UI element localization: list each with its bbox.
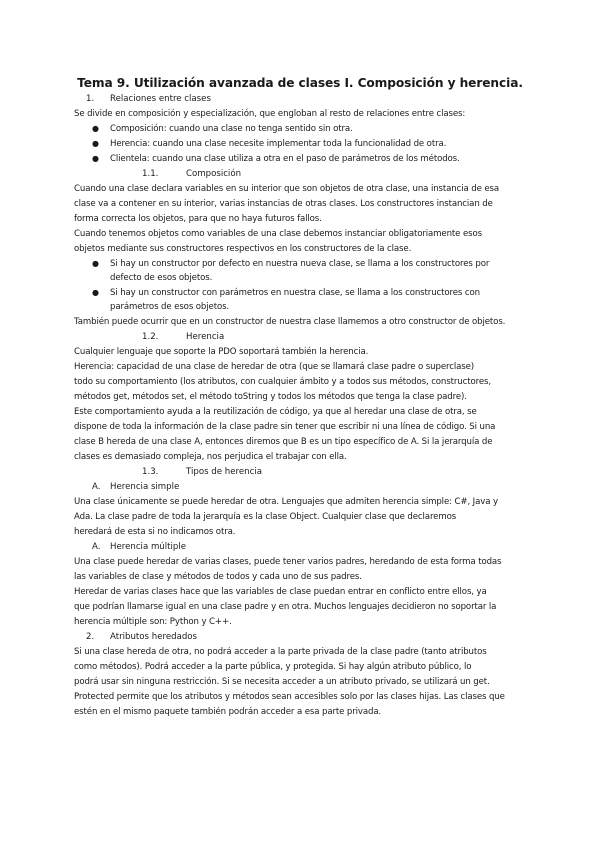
paragraph-line: Herencia: capacidad de una clase de heredar de otra (que se llamará clase padre o superclase): [74, 362, 474, 372]
paragraph-line: forma correcta los objetos, para que no haya futuros fallos.: [74, 214, 322, 224]
paragraph-line: Protected permite que los atributos y métodos sean accesibles solo por las clases hijas. Las clases que: [74, 692, 505, 702]
subsection-b-heading: Herencia múltiple: [110, 542, 187, 552]
document-title: Tema 9. Utilización avanzada de clases I. Composición y herencia.: [77, 76, 523, 90]
subsection-b-label: A.: [92, 542, 101, 552]
paragraph-line: herencia múltiple son: Python y C++.: [74, 617, 232, 627]
paragraph-line: Una clase puede heredar de varias clases, puede tener varios padres, heredando de esta forma todas: [74, 557, 502, 567]
section-1-bullet: Herencia: cuando una clase necesite implementar toda la funcionalidad de otra.: [110, 139, 447, 149]
section-1-intro: Se divide en composición y especialización, que engloban al resto de relaciones entre clases:: [74, 109, 466, 119]
paragraph-line: heredará de esta si no indicamos otra.: [74, 527, 236, 537]
subsection-a-label: A.: [92, 482, 101, 492]
paragraph-line: Una clase únicamente se puede heredar de otra. Lenguajes que admiten herencia simple: C#, Java y: [74, 497, 498, 507]
section-1-bullet: Composición: cuando una clase no tenga sentido sin otra.: [110, 124, 353, 134]
bullet-icon: ●: [92, 124, 99, 133]
section-1-bullet: Clientela: cuando una clase utiliza a otra en el paso de parámetros de los métodos.: [110, 154, 460, 164]
section-1-1-number: 1.1.: [142, 169, 159, 179]
paragraph-line: métodos get, métodos set, el método toString y todos los métodos que tenga la clase padre).: [74, 392, 467, 402]
paragraph-line: Cuando tenemos objetos como variables de una clase debemos instanciar obligatoriamente esos: [74, 229, 482, 239]
subsection-a-heading: Herencia simple: [110, 482, 180, 492]
paragraph-line: clases es demasiado compleja, nos perjudica el trabajar con ella.: [74, 452, 347, 462]
paragraph-line: dispone de toda la información de la clase padre sin tener que escribir ni una línea de código. Si una: [74, 422, 496, 432]
paragraph-line: las variables de clase y métodos de todos y cada uno de sus padres.: [74, 572, 362, 582]
section-2-heading: Atributos heredados: [110, 632, 198, 642]
section-1-3-number: 1.3.: [142, 467, 159, 477]
bullet-icon: ●: [92, 139, 99, 148]
paragraph-line: clase va a contener en su interior, varias instancias de otras clases. Los constructores instancian de: [74, 199, 493, 209]
section-1-1-heading: Composición: [186, 169, 242, 179]
paragraph-line: todo su comportamiento (los atributos, con cualquier ámbito y a todos sus métodos, constructores,: [74, 377, 491, 387]
section-1-2-number: 1.2.: [142, 332, 159, 342]
section-1-1-bullet-cont: defecto de esos objetos.: [110, 273, 213, 283]
paragraph-line: Este comportamiento ayuda a la reutilización de código, ya que al heredar una clase de otra, se: [74, 407, 477, 417]
paragraph-line: que podrían llamarse igual en una clase padre y en otra. Muchos lenguajes decidieron no soportar la: [74, 602, 497, 612]
paragraph-line: objetos mediante sus constructores respectivos en los constructores de la clase.: [74, 244, 412, 254]
section-1-1-bullet-cont: parámetros de esos objetos.: [110, 302, 230, 312]
paragraph-line: Heredar de varias clases hace que las variables de clase puedan entrar en conflicto entre ellos, ya: [74, 587, 487, 597]
section-1-2-heading: Herencia: [186, 332, 225, 342]
section-1-3-heading: Tipos de herencia: [186, 467, 262, 477]
paragraph-line: estén en el mismo paquete también podrán acceder a esa parte privada.: [74, 707, 382, 717]
paragraph-line: como métodos). Podrá acceder a la parte pública, y protegida. Si hay algún atributo público, lo: [74, 662, 472, 672]
bullet-icon: ●: [92, 259, 99, 268]
section-1-1-bullet: Si hay un constructor con parámetros en nuestra clase, se llama a los constructores con: [110, 288, 480, 298]
paragraph-line: podrá usar sin ninguna restricción. Si se necesita acceder a un atributo privado, se utilizará un get.: [74, 677, 490, 687]
section-2-number: 2.: [86, 632, 95, 642]
section-1-heading: Relaciones entre clases: [110, 94, 211, 104]
section-1-1-bullet: Si hay un constructor por defecto en nuestra nueva clase, se llama a los constructores por: [110, 259, 490, 269]
bullet-icon: ●: [92, 154, 99, 163]
paragraph-line: Cuando una clase declara variables en su interior que son objetos de otra clase, una instancia de esa: [74, 184, 500, 194]
paragraph-line: Si una clase hereda de otra, no podrá acceder a la parte privada de la clase padre (tanto atributos: [74, 647, 487, 657]
bullet-icon: ●: [92, 288, 99, 297]
paragraph-line: Ada. La clase padre de toda la jerarquía es la clase Object. Cualquier clase que declaremos: [74, 512, 457, 522]
paragraph-line: También puede ocurrir que en un constructor de nuestra clase llamemos a otro constructor de objetos.: [74, 317, 506, 327]
paragraph-line: Cualquier lenguaje que soporte la PDO soportará también la herencia.: [74, 347, 369, 357]
paragraph-line: clase B hereda de una clase A, entonces diremos que B es un tipo específico de A. Si la jerarquía de: [74, 437, 493, 447]
section-1-number: 1.: [86, 94, 95, 104]
